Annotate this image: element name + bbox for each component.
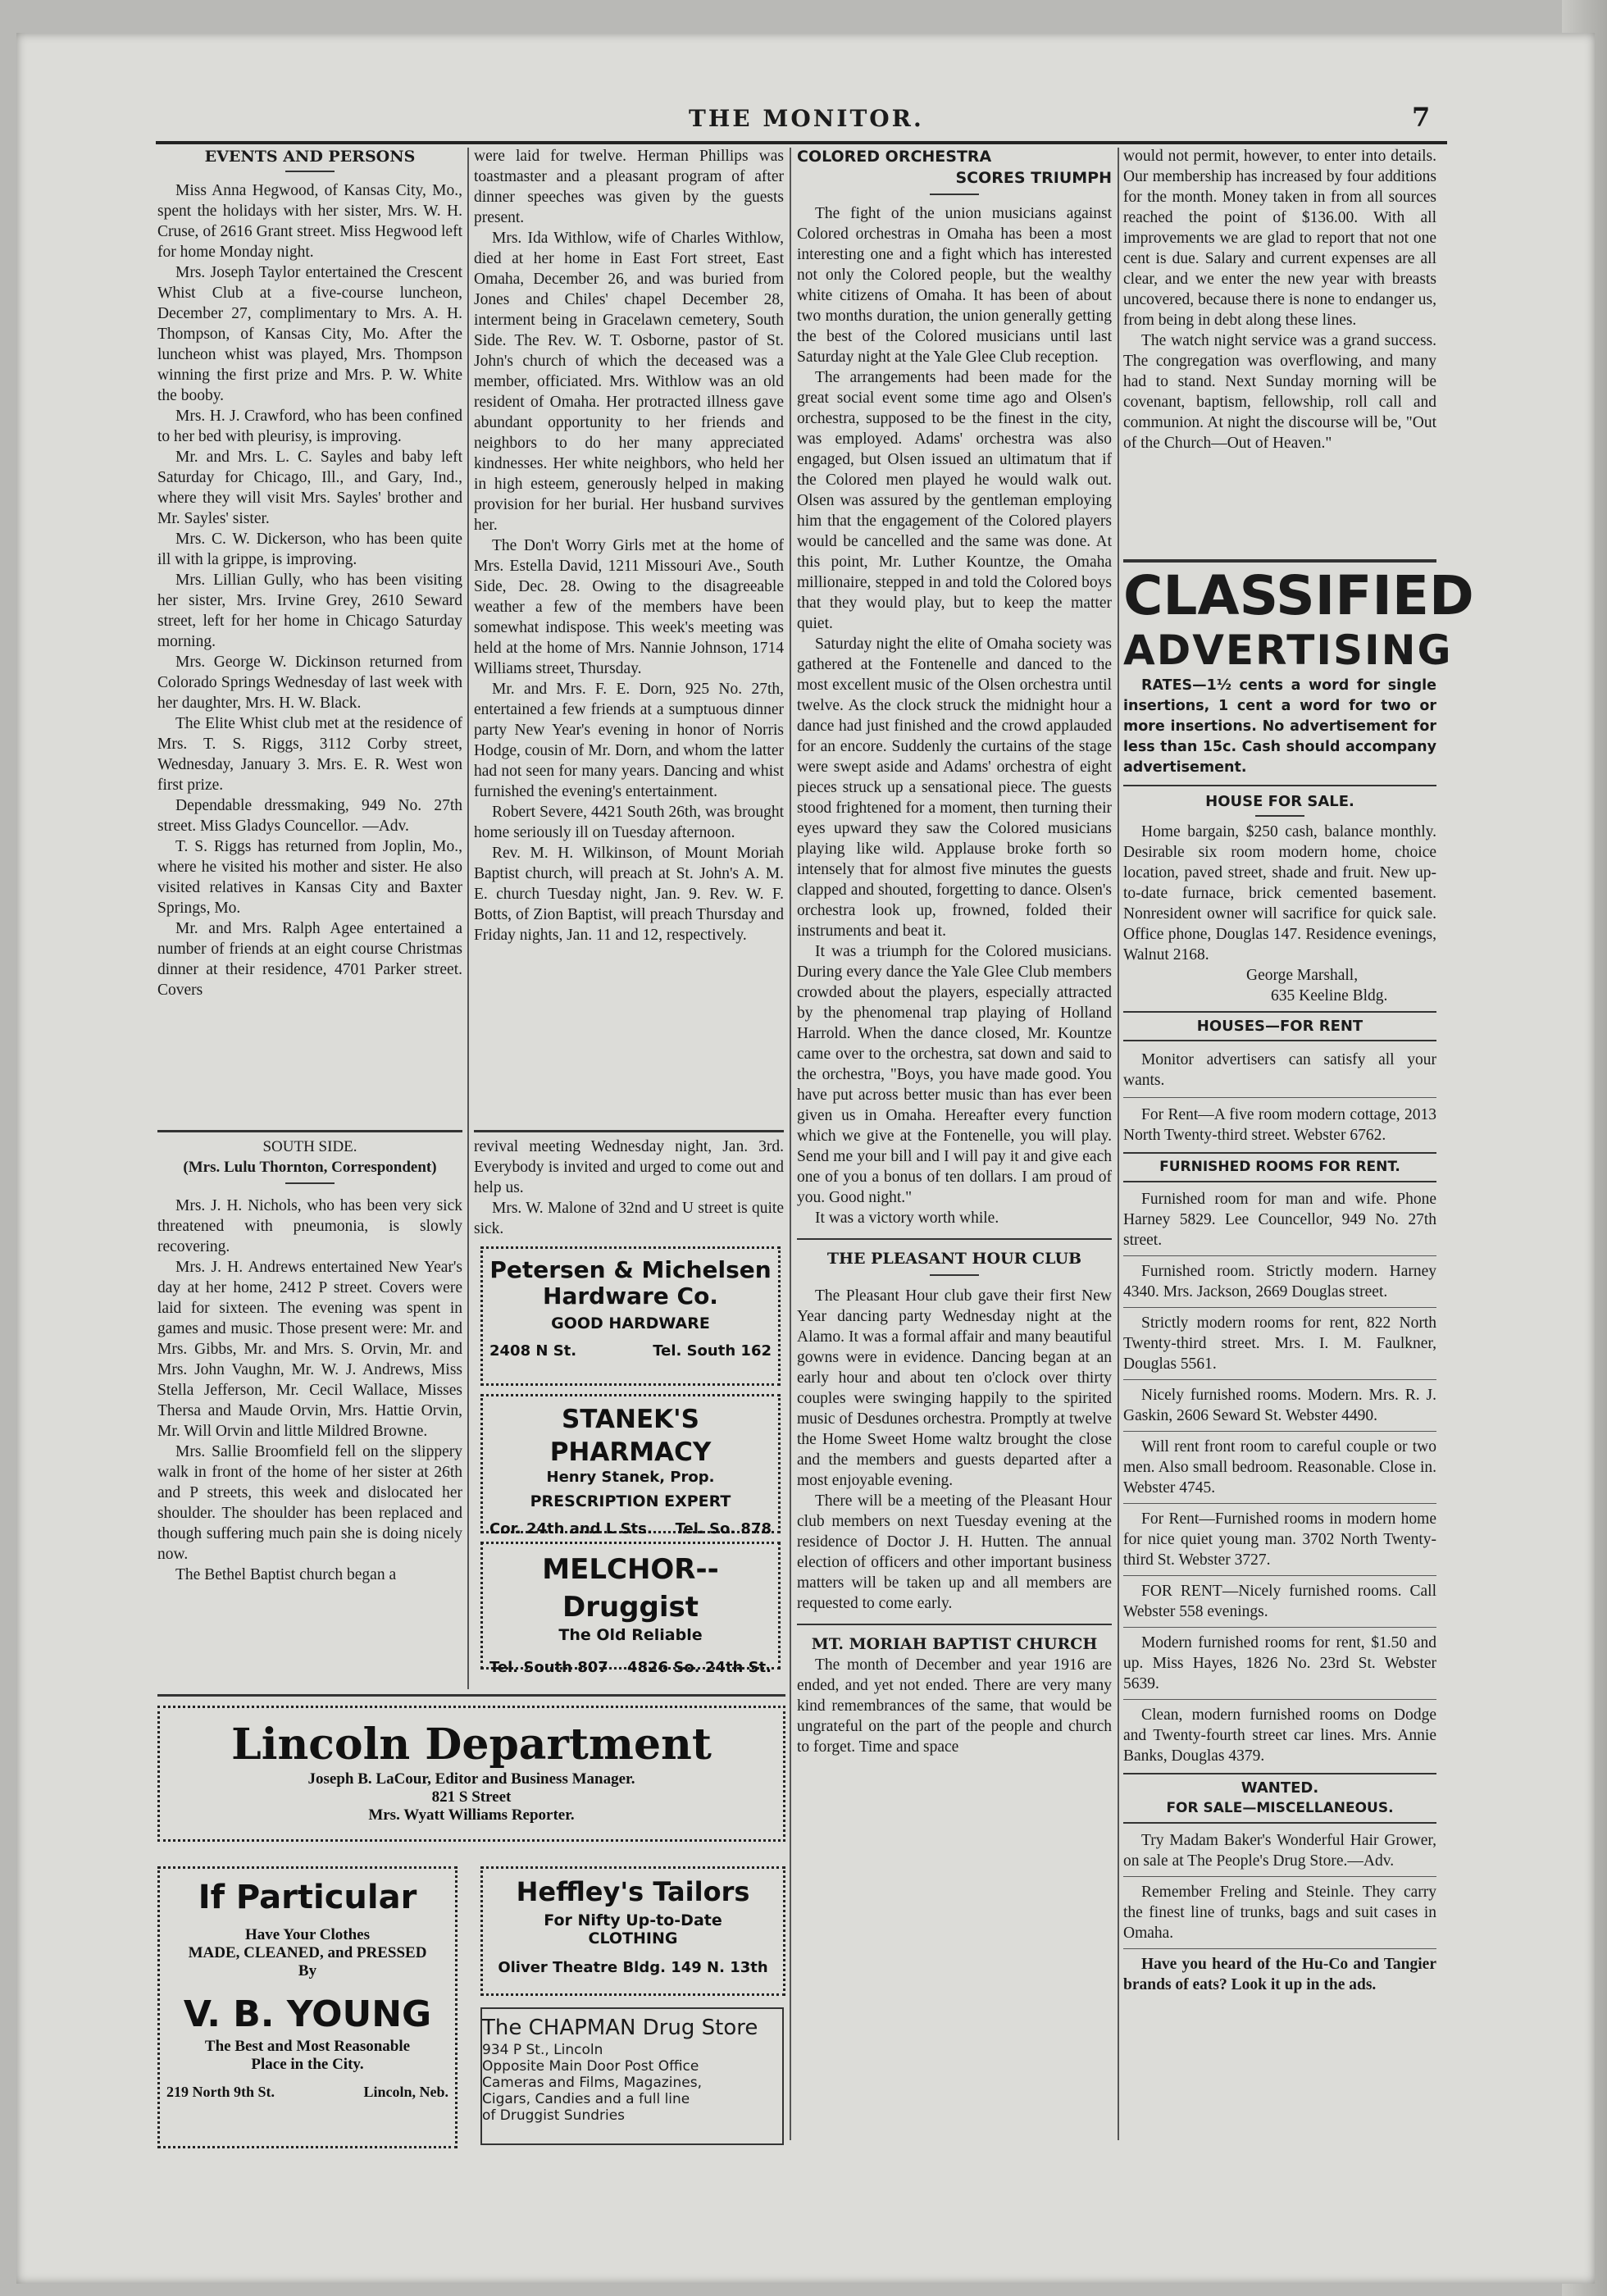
ad-proprietor: Henry Stanek, Prop. xyxy=(546,1469,715,1486)
ad-line: For Nifty Up-to-Date xyxy=(544,1911,722,1929)
news-item: It was a victory worth while. xyxy=(815,1210,999,1227)
events-heading: EVENTS AND PERSONS xyxy=(204,148,416,166)
column-1-divider xyxy=(157,1130,462,1132)
news-item: Mrs. Joseph Taylor entertained the Crescent Whist Club at a five-course luncheon, December 27, complimentary to Mrs. A. H. Thompson, of Kansas City, Mo. After the luncheon whist was played, Mrs. Thompson winning the first prize and Mrs. P. W. White the booby. xyxy=(157,264,462,404)
classified-top-rule xyxy=(1123,559,1436,563)
page-number: 7 xyxy=(1412,102,1431,133)
misc-sale-heading: FOR SALE—MISCELLANEOUS. xyxy=(1166,1800,1394,1816)
column-rule-2 xyxy=(790,148,791,2140)
classified-item: Modern furnished rooms for rent, $1.50 and up. Miss Hayes, 1826 No. 23rd St. Webster 5639. xyxy=(1123,1634,1436,1692)
ad-line: GOOD HARDWARE xyxy=(551,1314,710,1332)
chapman-drug-store-ad xyxy=(480,2007,784,2145)
houses-for-rent-heading: HOUSES—FOR RENT xyxy=(1196,1018,1363,1035)
ad-title: MELCHOR--Druggist xyxy=(542,1553,719,1624)
news-item: The Pleasant Hour club gave their first New Year dancing party Wednesday night at the Alamo. It was a formal affair and many beautiful gowns were in evidence. Dancing began at an early hour and about ten o'clock over thirty couples were swinging happily to the spirited music of Desdunes orchestra. Promptly at twelve the Home Sweet Home waltz brought the close and the members and guests departed after a most enjoyable evening. xyxy=(797,1287,1112,1489)
news-item: T. S. Riggs has returned from Joplin, Mo., where he visited his mother and sister. He also visited relatives in Kansas City and Baxter Springs, Mo. xyxy=(157,838,462,917)
news-item: revival meeting Wednesday night, Jan. 3rd. Everybody is invited and urged to come out and help us. xyxy=(474,1138,784,1196)
news-item: Mr. and Mrs. F. E. Dorn, 925 No. 27th, entertained a few friends at a sumptuous dinner party New Year's evening in honor of Norris Hodge, cousin of Mr. Dorn, and whom the latter had not seen for many years. Dancing and whist furnished the evening's entertainment. xyxy=(474,681,784,800)
section-rule xyxy=(1123,1181,1436,1182)
ad-address: Oliver Theatre Bldg. 149 N. 13th xyxy=(498,1959,768,1976)
ad-line: The Best and Most Reasonable xyxy=(204,2038,411,2055)
south-side-correspondent: (Mrs. Lulu Thornton, Correspondent) xyxy=(183,1159,437,1176)
ad-title: Heffley's Tailors xyxy=(516,1876,750,1907)
classified-title: CLASSIFIED xyxy=(1123,564,1474,627)
news-item: Mrs. J. H. Nichols, who has been very sick threatened with pneumonia, is slowly recovering. xyxy=(157,1197,462,1255)
column-4 xyxy=(1123,146,1436,564)
advertising-title: ADVERTISING xyxy=(1123,626,1453,674)
item-rule xyxy=(1123,1431,1436,1432)
ad-line: Opposite Main Door Post Office xyxy=(482,2058,699,2075)
news-item: Dependable dressmaking, 949 No. 27th street. Miss Gladys Councellor. —Adv. xyxy=(157,797,462,835)
section-rule xyxy=(1123,1040,1436,1041)
news-item: The fight of the union musicians against Colored orchestras in Omaha has been a most interesting one and a fight which has interested not only the Colored people, but the wealthy white citizens of Omaha. It has been of about two months duration, the union generally getting the best of the Colored musicians until last Saturday night at the Yale Glee Club reception. xyxy=(797,205,1112,366)
news-item: Saturday night the elite of Omaha society was gathered at the Fontenelle and danced to the most excellent music of the Olsen orchestra until twelve. As the clock struck the midnight hour a dance had just finished and the crowd applauded for an encore. Suddenly the curtains of the stage were swept aside and Adams' orchestra of eight pieces struck up a sensational piece. The guests stood frightened for a moment, then turning their eyes upward they saw the Colored musicians playing like wild. Applause broke forth so intensely that for almost five minutes the guests clapped and shouted, forgetting to dance. Olsen's orchestra look up, frowned, folded their instruments and beat it. xyxy=(797,636,1112,940)
ad-name: V. B. YOUNG xyxy=(183,1993,432,2035)
lincoln-title: Lincoln Department xyxy=(231,1720,712,1770)
heading-underline xyxy=(930,194,979,195)
classified-item: FOR RENT—Nicely furnished rooms. Call Webster 558 evenings. xyxy=(1123,1583,1436,1620)
item-rule xyxy=(1123,1948,1436,1949)
news-item: Mrs. George W. Dickinson returned from Colorado Springs Wednesday of last week with her daughter, Mrs. H. W. Black. xyxy=(157,654,462,712)
lincoln-reporter: Mrs. Wyatt Williams Reporter. xyxy=(368,1806,575,1824)
classified-item: Strictly modern rooms for rent, 822 North Twenty-third street. Mrs. I. M. Faulkner, Douglas 5561. xyxy=(1123,1314,1436,1373)
vb-young-ad xyxy=(157,1866,458,2148)
heading-underline xyxy=(285,171,335,172)
news-item: The watch night service was a grand success. The congregation was overflowing, and many had to stand. Next Sunday morning will be covenant, baptism, fellowship, roll call and communion. At night the discourse will be, "Out of the Church—Out of Heaven." xyxy=(1123,332,1436,452)
ad-line: Cigars, Candies and a full line xyxy=(482,2091,690,2107)
masthead-title: THE MONITOR. xyxy=(689,105,924,132)
ad-line: Place in the City. xyxy=(251,2056,364,2073)
heading-underline xyxy=(930,1274,979,1276)
ad-line: PRESCRIPTION EXPERT xyxy=(530,1492,731,1510)
news-item: The Don't Worry Girls met at the home of Mrs. Estella David, 1211 Missouri Ave., South Side, Dec. 28. Owing to the disagreeable weather a few of the members have been somewhat indispose. This week's meeting was held at the home of Mrs. Nannie Johnson, 1714 Williams street, Thursday. xyxy=(474,537,784,677)
ad-line: of Druggist Sundries xyxy=(482,2107,626,2124)
item-rule xyxy=(1123,1699,1436,1700)
news-item: Mrs. Sallie Broomfield fell on the slippery walk in front of the home of her sister at 26th and P streets, this week and dislocated her shoulder. The shoulder has been replaced and though suffering much pain she is doing nicely now. xyxy=(157,1443,462,1563)
classified-item: For Rent—A five room modern cottage, 2013 North Twenty-third street. Webster 6762. xyxy=(1123,1106,1436,1144)
ad-address: Cor. 24th and L Sts. xyxy=(489,1520,653,1538)
item-rule xyxy=(1123,1379,1436,1380)
classified-item: Have you heard of the Hu-Co and Tangier brands of eats? Look it up in the ads. xyxy=(1123,1956,1436,1993)
news-item: Mr. and Mrs. L. C. Sayles and baby left Saturday for Chicago, Ill., and Gary, Ind., where they will visit Mrs. Sayles' brother and Mr. Sayles' sister. xyxy=(157,449,462,527)
masthead-rule xyxy=(156,141,1447,144)
ad-title: STANEK'S PHARMACY xyxy=(549,1405,712,1467)
column-rule-3 xyxy=(1118,148,1119,2140)
news-item: would not permit, however, to enter into details. Our membership has increased by four additions for the month. Money taken in from all sources reached the point of $136.00. With all improvements we are glad to report that not one cent is due. Salary and current expenses are all clear, and we enter the new year with breasts uncovered, because there is none to endanger us, from being in debt along these lines. xyxy=(1123,148,1436,329)
ad-phone: Tel. South 162 xyxy=(653,1342,772,1360)
section-rule xyxy=(797,1624,1112,1625)
news-item: The arrangements had been made for the great social event some time ago and Olsen's orchestra, supposed to be the finest in the city, was employed. Adams' orchestra was also engaged, but Olsen issued an ultimatum that if the Colored men played he would walk out. Olsen was assured by the gentleman employing him that the engagement of the Colored players would be cancelled and the same was done. At this point, Mr. Luther Kountze, the Omaha millionaire, stepped in and told the Colored boys that they would play, but to keep the matter quiet. xyxy=(797,369,1112,632)
item-rule xyxy=(1123,1255,1436,1256)
wanted-heading: WANTED. xyxy=(1241,1779,1319,1797)
ad-phone: Tel. South 807 xyxy=(489,1659,608,1676)
ad-address: 4826 So. 24th St. xyxy=(627,1659,772,1676)
news-item: The month of December and year 1916 are ended, and yet not ended. There are very many kind remembrances of the same, that would be ungrateful on the part of the people and church to forget. Time and space xyxy=(797,1656,1112,1756)
ad-line: CLOTHING xyxy=(588,1929,678,1947)
ad-line: By xyxy=(298,1962,317,1979)
news-item: The Elite Whist club met at the residence of Mrs. T. S. Riggs, 3112 Corby street, Wednesday, January 3. Mrs. E. R. West won first prize. xyxy=(157,715,462,794)
section-rule xyxy=(1123,785,1436,786)
classified-item: Clean, modern furnished rooms on Dodge and Twenty-fourth street car lines. Mrs. Annie Banks, Douglas 4379. xyxy=(1123,1706,1436,1765)
ad-line: Cameras and Films, Magazines, xyxy=(482,2075,703,2091)
classified-item: Remember Freling and Steinle. They carry the finest line of trunks, bags and suit cases in Omaha. xyxy=(1123,1884,1436,1942)
column-3 xyxy=(797,146,1112,2139)
south-side-column-1 xyxy=(157,1137,462,1686)
classified-item: Monitor advertisers can satisfy all your wants. xyxy=(1123,1051,1436,1089)
classified-item: Nicely furnished rooms. Modern. Mrs. R. J. Gaskin, 2606 Seward St. Webster 4490. xyxy=(1123,1387,1436,1424)
lincoln-editor: Joseph B. LaCour, Editor and Business Manager. xyxy=(307,1770,635,1788)
ad-line: Have Your Clothes xyxy=(245,1926,370,1943)
section-rule xyxy=(797,1238,1112,1240)
classified-item: Try Madam Baker's Wonderful Hair Grower, on sale at The People's Drug Store.—Adv. xyxy=(1123,1832,1436,1870)
section-rule xyxy=(1123,1011,1436,1013)
staneks-pharmacy-ad xyxy=(480,1394,781,1538)
ad-address: 2408 N St. xyxy=(489,1342,577,1360)
news-item: Miss Anna Hegwood, of Kansas City, Mo., spent the holidays with her sister, Mrs. W. H. Cruse, of 2616 Grant street. Miss Hegwood left for home Monday night. xyxy=(157,182,462,261)
classified-item: For Rent—Furnished rooms in modern home for nice quiet young man. 3702 North Twenty-third St. Webster 3727. xyxy=(1123,1510,1436,1569)
classified-section xyxy=(1123,564,1474,2140)
moriah-heading: MT. MORIAH BAPTIST CHURCH xyxy=(811,1635,1098,1653)
news-item: Mr. and Mrs. Ralph Agee entertained a number of friends at an eight course Christmas dinner at their residence, 4701 Parker street. Covers xyxy=(157,920,462,999)
south-side-heading: SOUTH SIDE. xyxy=(262,1138,357,1155)
classified-signature: George Marshall, xyxy=(1246,967,1359,984)
item-rule xyxy=(1123,1307,1436,1308)
ad-phone: Tel. So. 878 xyxy=(675,1520,772,1538)
section-rule xyxy=(1123,1773,1436,1774)
ad-address: 219 North 9th St. xyxy=(166,2084,275,2100)
heading-underline xyxy=(285,1182,335,1184)
orchestra-heading: COLORED ORCHESTRA xyxy=(797,148,992,166)
news-item: Mrs. Lillian Gully, who has been visiting her sister, Mrs. Irvine Grey, 2610 Seward street, left for her home in Chicago Saturday morning. xyxy=(157,572,462,650)
classified-item: Furnished room for man and wife. Phone Harney 5829. Lee Councellor, 949 No. 27th street. xyxy=(1123,1191,1436,1249)
news-item: Mrs. Ida Withlow, wife of Charles Withlow, died at her home in East Fort street, East Omaha, December 26, and was buried from Jones and Chiles' chapel December 28, interment being in Gracelawn cemetery, South Side. The Rev. W. T. Osborne, pastor of St. John's church of which the deceased was a member, officiated. Mrs. Withlow was an old resident of Omaha. Her protracted illness gave abundant opportunity to her friends and neighbors to do her many appreciated kindnesses. Her white neighbors, who held her in high esteem, generously helped in making provision for her burial. Her husband survives her. xyxy=(474,230,784,534)
classified-item: Will rent front room to careful couple or two men. Also small bedroom. Reasonable. Close in. Webster 4745. xyxy=(1123,1438,1436,1496)
petersen-hardware-ad xyxy=(480,1246,781,1386)
item-rule xyxy=(1123,1876,1436,1877)
news-item: There will be a meeting of the Pleasant Hour club members on next Tuesday evening at the residence of Doctor J. H. Hutten. The annual election of officers and other important business matters will be taken up and all members are requested to come early. xyxy=(797,1492,1112,1612)
heffleys-tailors-ad xyxy=(480,1866,785,1996)
house-for-sale-heading: HOUSE FOR SALE. xyxy=(1205,793,1354,810)
news-item: It was a triumph for the Colored musicians. During every dance the Yale Glee Club members crowded about the players, especially attracted by the phenomenal trap playing of Holland Harrold. When the dance closed, Mr. Kountze came over to the orchestra, sat down and said to the orchestra, "Boys, you have made good. You have put across better music than has ever been given us in Omaha. Hereafter every function which we give at the Fontenelle, you will play. Send me your bill and I will pay it and give each one of you a bonus of ten dollars. I am proud of you. Good night." xyxy=(797,943,1112,1206)
news-item: Rev. M. H. Wilkinson, of Mount Moriah Baptist church, will preach at St. John's A. M. E. church Tuesday night, Jan. 9. Rev. W. F. Botts, of Zion Baptist, will preach Thursday and Friday nights, Jan. 11 and 12, respectively. xyxy=(474,845,784,944)
section-rule xyxy=(1123,1152,1436,1154)
column-1 xyxy=(157,146,462,1138)
item-rule xyxy=(1123,1503,1436,1504)
lincoln-address: 821 S Street xyxy=(431,1788,512,1806)
ad-line: 934 P St., Lincoln xyxy=(482,2042,603,2058)
classified-signature-address: 635 Keeline Bldg. xyxy=(1271,987,1388,1004)
ad-line: The Old Reliable xyxy=(558,1626,703,1644)
section-rule xyxy=(1123,1822,1436,1824)
column-2 xyxy=(474,146,784,1122)
ad-title: Petersen & Michelsen Hardware Co. xyxy=(489,1256,772,1310)
item-rule xyxy=(1123,1097,1436,1098)
column-rule-1 xyxy=(467,148,469,1689)
news-item: Mrs. H. J. Crawford, who has been confined to her bed with pleurisy, is improving. xyxy=(157,408,462,445)
ad-title: If Particular xyxy=(198,1879,417,1916)
classified-rates: RATES—1½ cents a word for single insertions, 1 cent a word for two or more insertions. No advertisement for less than 15c. Cash should accompany advertisement. xyxy=(1123,677,1436,776)
news-item: were laid for twelve. Herman Phillips was toastmaster and a pleasant program of after dinner speeches was given by the guests present. xyxy=(474,148,784,226)
classified-item: Home bargain, $250 cash, balance monthly. Desirable six room modern home, choice location, paved street, shade and fruit. New up-to-date furnace, brick cemented basement. Nonresident owner will sacrifice for quick sale. Office phone, Douglas 147. Residence evenings, Walnut 2168. xyxy=(1123,823,1436,963)
news-item: Mrs. W. Malone of 32nd and U street is quite sick. xyxy=(474,1200,784,1237)
news-item: Mrs. J. H. Andrews entertained New Year's day at her home, 2412 P street. Covers were laid for sixteen. The evening was spent in games and music. Those present were: Mr. and Mrs. Gibbs, Mr. and Mrs. S. Orvin, Mr. and Mrs. John Vaughn, Mr. W. J. Andrews, Miss Stella Jefferson, Mr. Cecil Wallace, Misses Thersa and Maude Orvin, Mrs. Hattie Orvin, Mr. Will Orvin and little Mildred Browne. xyxy=(157,1259,462,1440)
furnished-rooms-heading: FURNISHED ROOMS FOR RENT. xyxy=(1159,1159,1400,1175)
orchestra-subheading: SCORES TRIUMPH xyxy=(955,169,1112,187)
column-2-divider xyxy=(474,1130,784,1132)
ad-city: Lincoln, Neb. xyxy=(363,2084,448,2100)
lincoln-department-box xyxy=(157,1706,785,1842)
classified-item: Furnished room. Strictly modern. Harney 4340. Mrs. Jackson, 2669 Douglas street. xyxy=(1123,1263,1436,1301)
pleasant-hour-heading: THE PLEASANT HOUR CLUB xyxy=(826,1250,1082,1268)
lincoln-top-rule xyxy=(157,1694,785,1697)
heading-underline xyxy=(1255,815,1304,817)
melchor-druggist-ad xyxy=(480,1542,781,1676)
ad-line: MADE, CLEANED, and PRESSED xyxy=(188,1944,427,1961)
ad-title: The CHAPMAN Drug Store xyxy=(482,2016,758,2040)
item-rule xyxy=(1123,1627,1436,1628)
news-item: Robert Severe, 4421 South 26th, was brought home seriously ill on Tuesday afternoon. xyxy=(474,804,784,841)
news-item: The Bethel Baptist church began a xyxy=(175,1566,397,1583)
south-side-column-2 xyxy=(474,1137,784,1235)
item-rule xyxy=(1123,1575,1436,1576)
news-item: Mrs. C. W. Dickerson, who has been quite ill with la grippe, is improving. xyxy=(157,531,462,568)
